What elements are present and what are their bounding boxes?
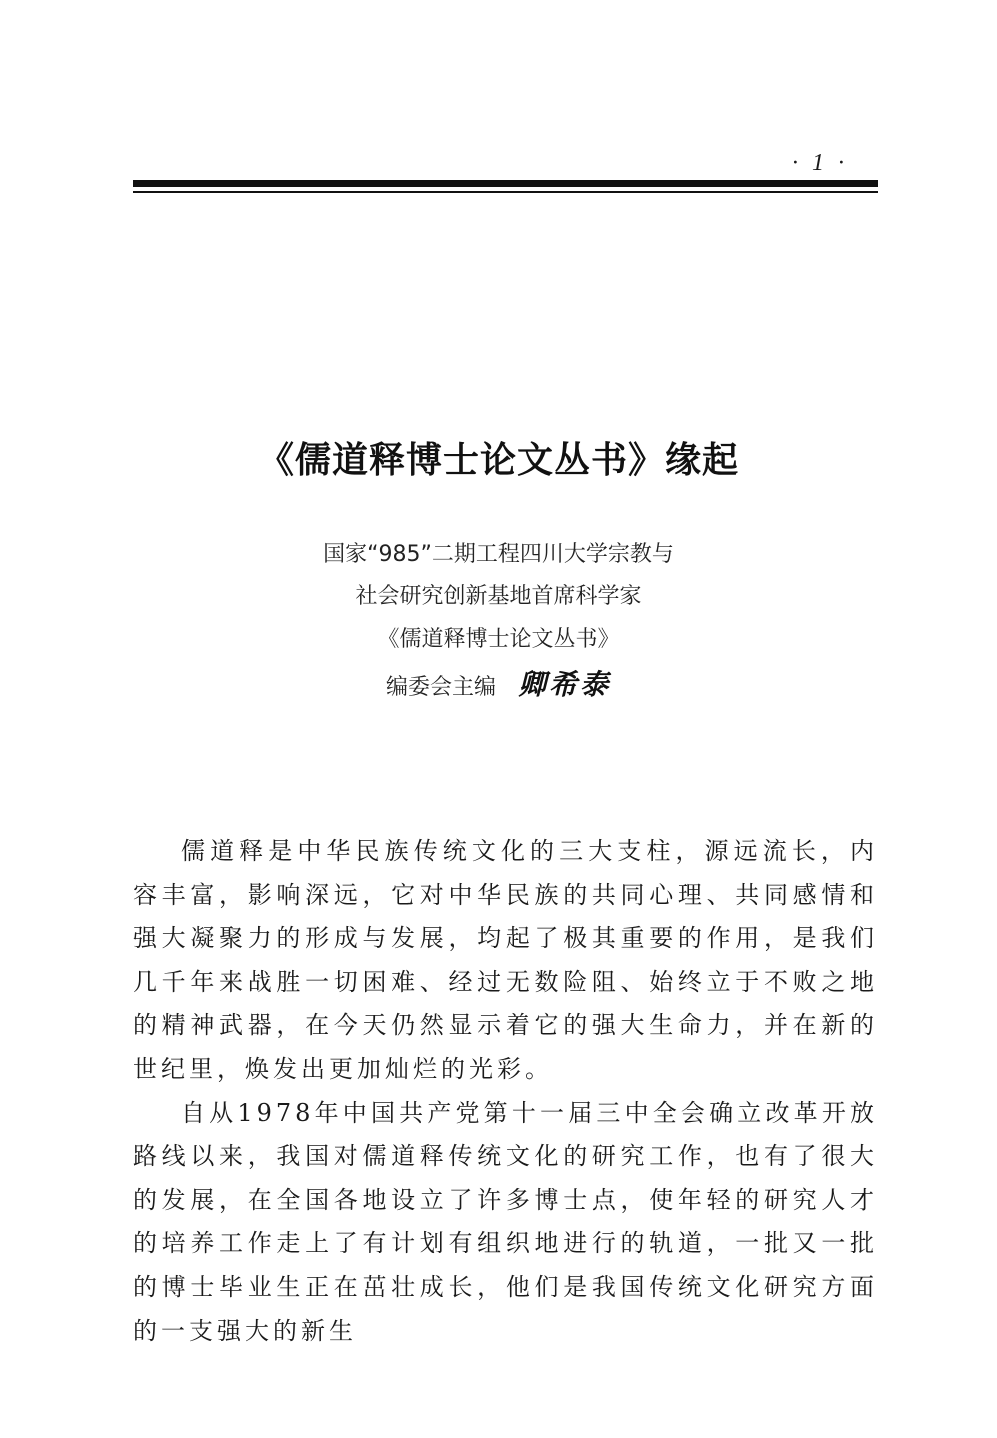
- paragraph-2: 自从1978年中国共产党第十一届三中全会确立改革开放路线以来，我国对儒道释传统文化的研究工作，也有了很大的发展，在全国各地设立了许多博士点，使年轻的研究人才的培养工作走上了有计划有组织地进行的轨道，一批又一批的博士毕业生正在茁壮成长，他们是我国传统文化研究方面的一支强大的新生: [133, 1098, 878, 1345]
- page-number: · 1 ·: [792, 150, 848, 176]
- byline-line-1: 国家“985”二期工程四川大学宗教与: [323, 542, 674, 567]
- body-text: [133, 830, 878, 1353]
- byline-line-2: 社会研究创新基地首席科学家: [355, 584, 642, 609]
- editor-role: 编委会主编: [385, 675, 496, 700]
- header-rule-thin: [133, 191, 878, 193]
- page-title: 《儒道释博士论文丛书》缘起: [257, 440, 739, 481]
- editor-signature: 卿希泰: [518, 668, 612, 701]
- header-rule-thick: [133, 180, 878, 187]
- paragraph-1: 儒道释是中华民族传统文化的三大支柱，源远流长，内容丰富，影响深远，它对中华民族的共同心理、共同感情和强大凝聚力的形成与发展，均起了极其重要的作用，是我们几千年来战胜一切困难、经过无数险阻、始终立于不败之地的精神武器，在今天仍然显示着它的强大生命力，并在新的世纪里，焕发出更加灿烂的光彩。: [133, 837, 878, 1083]
- byline-line-4: [0, 663, 997, 703]
- byline-line-3: 《儒道释博士论文丛书》: [377, 627, 620, 652]
